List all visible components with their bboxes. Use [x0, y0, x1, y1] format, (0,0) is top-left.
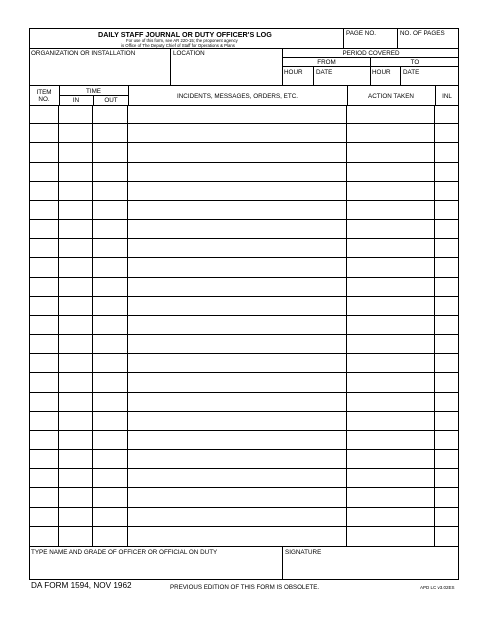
initials-cell[interactable]	[435, 316, 459, 334]
table-row	[29, 182, 459, 201]
time-in-cell[interactable]	[59, 163, 93, 181]
action-taken-cell[interactable]	[347, 239, 435, 257]
time-out-cell[interactable]	[93, 316, 128, 334]
time-out-cell[interactable]	[93, 105, 128, 123]
time-out-cell[interactable]	[93, 373, 128, 391]
action-taken-cell[interactable]	[347, 124, 435, 142]
initials-cell[interactable]	[435, 393, 459, 411]
item-no-cell[interactable]	[29, 163, 59, 181]
incident-cell[interactable]	[128, 335, 347, 353]
time-in-cell[interactable]	[59, 431, 93, 449]
to-hour-field[interactable]	[371, 76, 400, 85]
initials-cell[interactable]	[435, 105, 459, 123]
table-row	[29, 508, 459, 527]
time-out-cell[interactable]	[93, 508, 128, 526]
time-out-cell[interactable]	[93, 182, 128, 200]
from-hour-field[interactable]	[283, 76, 313, 85]
time-in-cell[interactable]	[59, 220, 93, 238]
time-in-cell[interactable]	[59, 335, 93, 353]
time-out-cell[interactable]	[93, 278, 128, 296]
table-row	[29, 258, 459, 277]
item-no-cell[interactable]	[29, 335, 59, 353]
initials-cell[interactable]	[435, 258, 459, 276]
initials-header: INL	[442, 93, 452, 100]
time-header: TIME	[85, 88, 102, 95]
time-out-cell[interactable]	[93, 450, 128, 468]
time-out-cell[interactable]	[93, 412, 128, 430]
time-out-cell[interactable]	[93, 354, 128, 372]
from-date-field[interactable]	[314, 76, 370, 85]
action-taken-cell[interactable]	[347, 182, 435, 200]
no-of-pages-field[interactable]	[398, 37, 458, 48]
form-version: APD LC v3.02ES	[420, 585, 455, 590]
action-taken-cell[interactable]	[347, 431, 435, 449]
time-in-cell[interactable]	[59, 469, 93, 487]
table-row	[29, 316, 459, 335]
item-no-cell[interactable]	[29, 393, 59, 411]
time-out-header: OUT	[104, 97, 118, 104]
action-taken-cell[interactable]	[347, 354, 435, 372]
incident-cell[interactable]	[128, 431, 347, 449]
action-taken-cell[interactable]	[347, 527, 435, 546]
item-no-cell[interactable]	[29, 316, 59, 334]
item-no-cell[interactable]	[29, 105, 59, 123]
time-out-cell[interactable]	[93, 220, 128, 238]
time-in-cell[interactable]	[59, 450, 93, 468]
journal-table-body	[29, 105, 459, 546]
incidents-header: INCIDENTS, MESSAGES, ORDERS, ETC.	[176, 93, 299, 100]
incident-cell[interactable]	[128, 450, 347, 468]
action-taken-cell[interactable]	[347, 278, 435, 296]
organization-field[interactable]	[30, 57, 170, 85]
table-row	[29, 239, 459, 258]
from-label: FROM	[317, 59, 336, 66]
initials-cell[interactable]	[435, 431, 459, 449]
item-no-cell[interactable]	[29, 431, 59, 449]
incident-cell[interactable]	[128, 105, 347, 123]
form-subtitle-1: For use of this form, see AR 220-15; the proponent agency	[126, 38, 238, 43]
action-taken-cell[interactable]	[347, 412, 435, 430]
time-out-cell[interactable]	[93, 527, 128, 546]
to-hour-label: HOUR	[372, 69, 391, 76]
action-taken-cell[interactable]	[347, 143, 435, 161]
incident-cell[interactable]	[128, 412, 347, 430]
time-in-header: IN	[72, 97, 80, 104]
time-in-cell[interactable]	[59, 488, 93, 506]
officer-name-field[interactable]	[30, 557, 282, 579]
item-no-cell[interactable]	[29, 143, 59, 161]
form-subtitle-2: is Office of The Deputy Chief of Staff for Operations & Plans	[121, 43, 235, 48]
action-taken-cell[interactable]	[347, 335, 435, 353]
action-taken-cell[interactable]	[347, 105, 435, 123]
table-row	[29, 278, 459, 297]
table-row	[29, 488, 459, 507]
to-date-field[interactable]	[401, 76, 458, 85]
time-out-cell[interactable]	[93, 393, 128, 411]
time-out-cell[interactable]	[93, 431, 128, 449]
initials-cell[interactable]	[435, 163, 459, 181]
signature-field[interactable]	[283, 557, 458, 579]
incident-cell[interactable]	[128, 469, 347, 487]
item-no-cell[interactable]	[29, 527, 59, 546]
item-no-cell[interactable]	[29, 488, 59, 506]
item-no-cell[interactable]	[29, 508, 59, 526]
incident-cell[interactable]	[128, 278, 347, 296]
item-no-cell[interactable]	[29, 412, 59, 430]
organization-label: ORGANIZATION OR INSTALLATION	[31, 50, 136, 57]
initials-cell[interactable]	[435, 182, 459, 200]
officer-name-label: TYPE NAME AND GRADE OF OFFICER OR OFFICIAL ON DUTY	[31, 549, 218, 556]
time-in-cell[interactable]	[59, 278, 93, 296]
time-out-cell[interactable]	[93, 143, 128, 161]
table-row	[29, 354, 459, 373]
incident-cell[interactable]	[128, 201, 347, 219]
initials-cell[interactable]	[435, 201, 459, 219]
time-in-cell[interactable]	[59, 258, 93, 276]
table-row	[29, 527, 459, 546]
item-header-line1: ITEM	[36, 89, 52, 96]
initials-cell[interactable]	[435, 220, 459, 238]
time-in-cell[interactable]	[59, 393, 93, 411]
incident-cell[interactable]	[128, 258, 347, 276]
table-row	[29, 469, 459, 488]
action-taken-cell[interactable]	[347, 258, 435, 276]
initials-cell[interactable]	[435, 354, 459, 372]
time-out-cell[interactable]	[93, 469, 128, 487]
item-no-cell[interactable]	[29, 220, 59, 238]
action-taken-cell[interactable]	[347, 316, 435, 334]
table-row	[29, 105, 459, 124]
action-taken-cell[interactable]	[347, 450, 435, 468]
table-row	[29, 143, 459, 162]
initials-cell[interactable]	[435, 335, 459, 353]
time-out-cell[interactable]	[93, 201, 128, 219]
form-number: DA FORM 1594, NOV 1962	[31, 581, 132, 590]
time-out-cell[interactable]	[93, 239, 128, 257]
edition-note: PREVIOUS EDITION OF THIS FORM IS OBSOLETE.	[170, 584, 320, 591]
incident-cell[interactable]	[128, 239, 347, 257]
item-no-cell[interactable]	[29, 239, 59, 257]
to-date-label: DATE	[403, 69, 420, 76]
time-in-cell[interactable]	[59, 412, 93, 430]
time-in-cell[interactable]	[59, 316, 93, 334]
item-header	[29, 89, 59, 103]
initials-cell[interactable]	[435, 469, 459, 487]
initials-cell[interactable]	[435, 124, 459, 142]
table-row	[29, 163, 459, 182]
item-header-line2: NO.	[38, 96, 50, 103]
item-no-cell[interactable]	[29, 258, 59, 276]
incident-cell[interactable]	[128, 182, 347, 200]
incident-cell[interactable]	[128, 220, 347, 238]
location-label: LOCATION	[173, 50, 205, 57]
time-out-cell[interactable]	[93, 163, 128, 181]
item-no-cell[interactable]	[29, 297, 59, 315]
action-taken-cell[interactable]	[347, 220, 435, 238]
table-row	[29, 201, 459, 220]
from-hour-label: HOUR	[284, 69, 303, 76]
table-row	[29, 124, 459, 143]
incident-cell[interactable]	[128, 124, 347, 142]
table-row	[29, 335, 459, 354]
time-out-cell[interactable]	[93, 335, 128, 353]
table-row	[29, 431, 459, 450]
incident-cell[interactable]	[128, 508, 347, 526]
item-no-cell[interactable]	[29, 201, 59, 219]
action-taken-cell[interactable]	[347, 393, 435, 411]
time-in-cell[interactable]	[59, 124, 93, 142]
time-in-cell[interactable]	[59, 354, 93, 372]
period-covered-label: PERIOD COVERED	[342, 50, 400, 57]
no-of-pages-label: NO. OF PAGES	[400, 30, 445, 37]
time-in-cell[interactable]	[59, 239, 93, 257]
page-no-field[interactable]	[344, 37, 397, 48]
initials-cell[interactable]	[435, 373, 459, 391]
time-in-cell[interactable]	[59, 182, 93, 200]
incident-cell[interactable]	[128, 297, 347, 315]
to-label: TO	[410, 59, 420, 66]
time-in-cell[interactable]	[59, 297, 93, 315]
action-taken-cell[interactable]	[347, 297, 435, 315]
action-taken-cell[interactable]	[347, 488, 435, 506]
time-in-cell[interactable]	[59, 508, 93, 526]
initials-cell[interactable]	[435, 488, 459, 506]
incident-cell[interactable]	[128, 527, 347, 546]
item-no-cell[interactable]	[29, 124, 59, 142]
action-taken-cell[interactable]	[347, 201, 435, 219]
time-out-cell[interactable]	[93, 124, 128, 142]
incident-cell[interactable]	[128, 354, 347, 372]
initials-cell[interactable]	[435, 412, 459, 430]
initials-cell[interactable]	[435, 143, 459, 161]
from-date-label: DATE	[316, 69, 333, 76]
location-field[interactable]	[171, 57, 282, 85]
initials-cell[interactable]	[435, 297, 459, 315]
time-in-cell[interactable]	[59, 105, 93, 123]
action-taken-header: ACTION TAKEN	[368, 93, 414, 100]
time-out-cell[interactable]	[93, 488, 128, 506]
item-no-cell[interactable]	[29, 278, 59, 296]
signature-label: SIGNATURE	[285, 549, 322, 556]
item-no-cell[interactable]	[29, 373, 59, 391]
table-row	[29, 412, 459, 431]
item-no-cell[interactable]	[29, 182, 59, 200]
incident-cell[interactable]	[128, 488, 347, 506]
table-row	[29, 297, 459, 316]
initials-cell[interactable]	[435, 278, 459, 296]
action-taken-cell[interactable]	[347, 508, 435, 526]
time-in-cell[interactable]	[59, 527, 93, 546]
incident-cell[interactable]	[128, 163, 347, 181]
initials-cell[interactable]	[435, 527, 459, 546]
time-out-cell[interactable]	[93, 297, 128, 315]
incident-cell[interactable]	[128, 373, 347, 391]
initials-cell[interactable]	[435, 239, 459, 257]
incident-cell[interactable]	[128, 143, 347, 161]
table-row	[29, 393, 459, 412]
item-no-cell[interactable]	[29, 354, 59, 372]
action-taken-cell[interactable]	[347, 163, 435, 181]
time-out-cell[interactable]	[93, 258, 128, 276]
time-in-cell[interactable]	[59, 373, 93, 391]
form-title: DAILY STAFF JOURNAL OR DUTY OFFICER'S LOG	[98, 30, 272, 39]
incident-cell[interactable]	[128, 393, 347, 411]
incident-cell[interactable]	[128, 316, 347, 334]
action-taken-cell[interactable]	[347, 373, 435, 391]
item-no-cell[interactable]	[29, 450, 59, 468]
time-in-cell[interactable]	[59, 201, 93, 219]
item-no-cell[interactable]	[29, 469, 59, 487]
time-in-cell[interactable]	[59, 143, 93, 161]
initials-cell[interactable]	[435, 508, 459, 526]
table-row	[29, 450, 459, 469]
action-taken-cell[interactable]	[347, 469, 435, 487]
table-row	[29, 373, 459, 392]
page-no-label: PAGE NO.	[346, 30, 376, 37]
initials-cell[interactable]	[435, 450, 459, 468]
table-row	[29, 220, 459, 239]
